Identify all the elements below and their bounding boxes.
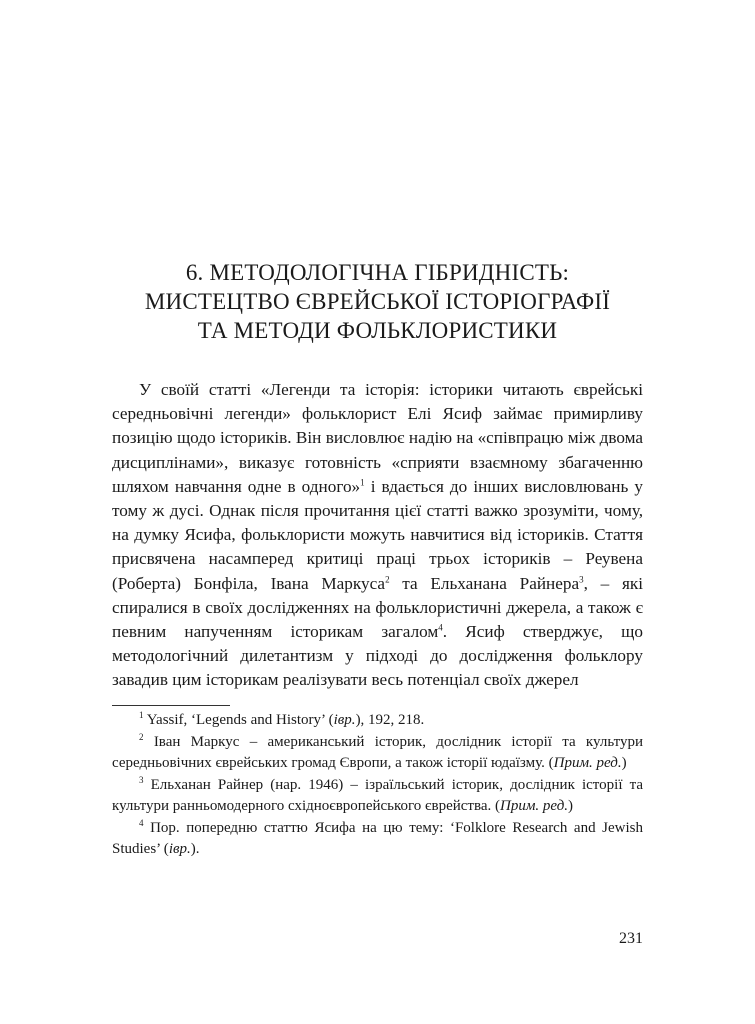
body-text-segment: . Ясиф стверджує, що методологічний дилетантизм у підході до дослідження фольклору завадив цим історикам реалізувати весь потенціал своїх джерел [112, 622, 643, 690]
body-text-segment: і вдається до інших висловлювань у тому ж дусі. Однак після прочитання цієї статті важко зрозуміти, чому, на думку Ясифа, фольклористи можуть навчитися від істориків. Стаття присвячена насамперед критиці праці трьох істориків – Реувена (Роберта) Бонфіла, Івана Маркуса [112, 476, 643, 593]
body-text-segment: У своїй статті «Легенди та історія: історики читають єврейські середньовічні легенди» фольклорист Елі Ясиф займає примирливу позицію щодо істориків. Він висловлює надію на «співпрацю між двома дисциплінами», виказує готовність «сприяти взаємному збагаченню шляхом навчання одне в одного» [112, 380, 643, 496]
body-text-segment: та Ельханана Райнера [389, 573, 580, 593]
footnote-item [112, 775, 643, 818]
page-number: 231 [619, 930, 643, 947]
footnote-text: ). [190, 841, 200, 857]
footnote-item [112, 818, 643, 861]
chapter-title-line: ТА МЕТОДИ ФОЛЬКЛОРИСТИКИ [197, 318, 558, 343]
footnote-item [112, 732, 643, 775]
chapter-title-line: МИСТЕЦТВО ЄВРЕЙСЬКОЇ ІСТОРІОГРАФІЇ [144, 289, 611, 314]
footnote-ref[interactable]: 1 [360, 477, 365, 488]
body-paragraph [112, 378, 643, 693]
footnote-italic: івр. [168, 841, 191, 857]
footnote-ref[interactable]: 2 [385, 573, 390, 584]
footnote-text: ) [568, 798, 574, 814]
chapter-title-line: 6. МЕТОДОЛОГІЧНА ГІБРИДНІСТЬ: [185, 260, 570, 285]
footnote-italic: Прим. ред. [500, 798, 569, 814]
footnote-item [112, 710, 643, 732]
footnote-italic: івр. [333, 712, 356, 728]
footnote-marker: 4 [139, 817, 144, 828]
footnote-marker: 1 [139, 710, 144, 720]
footnote-text: ), 192, 218. [355, 712, 425, 728]
footnote-text: Пор. попередню статтю Ясифа на цю тему: ‘Folklore Research and Jewish Studies’ ( [112, 819, 644, 857]
footnote-ref[interactable]: 3 [579, 573, 584, 584]
footnote-marker: 2 [139, 731, 144, 742]
footnote-text: Ельханан Райнер (нар. 1946) – ізраїльський історик, дослідник історії та культури ранньомодерного східноєвропейського єврейства. ( [112, 776, 644, 814]
footnote-italic: Прим. ред. [553, 755, 622, 771]
footnote-divider [112, 705, 230, 706]
chapter-title [112, 258, 643, 345]
footnote-text: Іван Маркус – американський історик, дослідник історії та культури середньовічних єврейських громад Європи, а також історії юдаїзму. ( [112, 733, 643, 771]
footnote-marker: 3 [139, 774, 144, 785]
footnote-ref[interactable]: 4 [438, 622, 443, 633]
body-text-segment: , – які спиралися в своїх дослідженнях на фольклористичні джерела, а також є певним напученням історикам загалом [112, 573, 643, 642]
footnote-text: ) [621, 755, 627, 771]
footnotes [112, 710, 643, 861]
footnote-text: Yassif, ‘Legends and History’ ( [146, 712, 334, 728]
